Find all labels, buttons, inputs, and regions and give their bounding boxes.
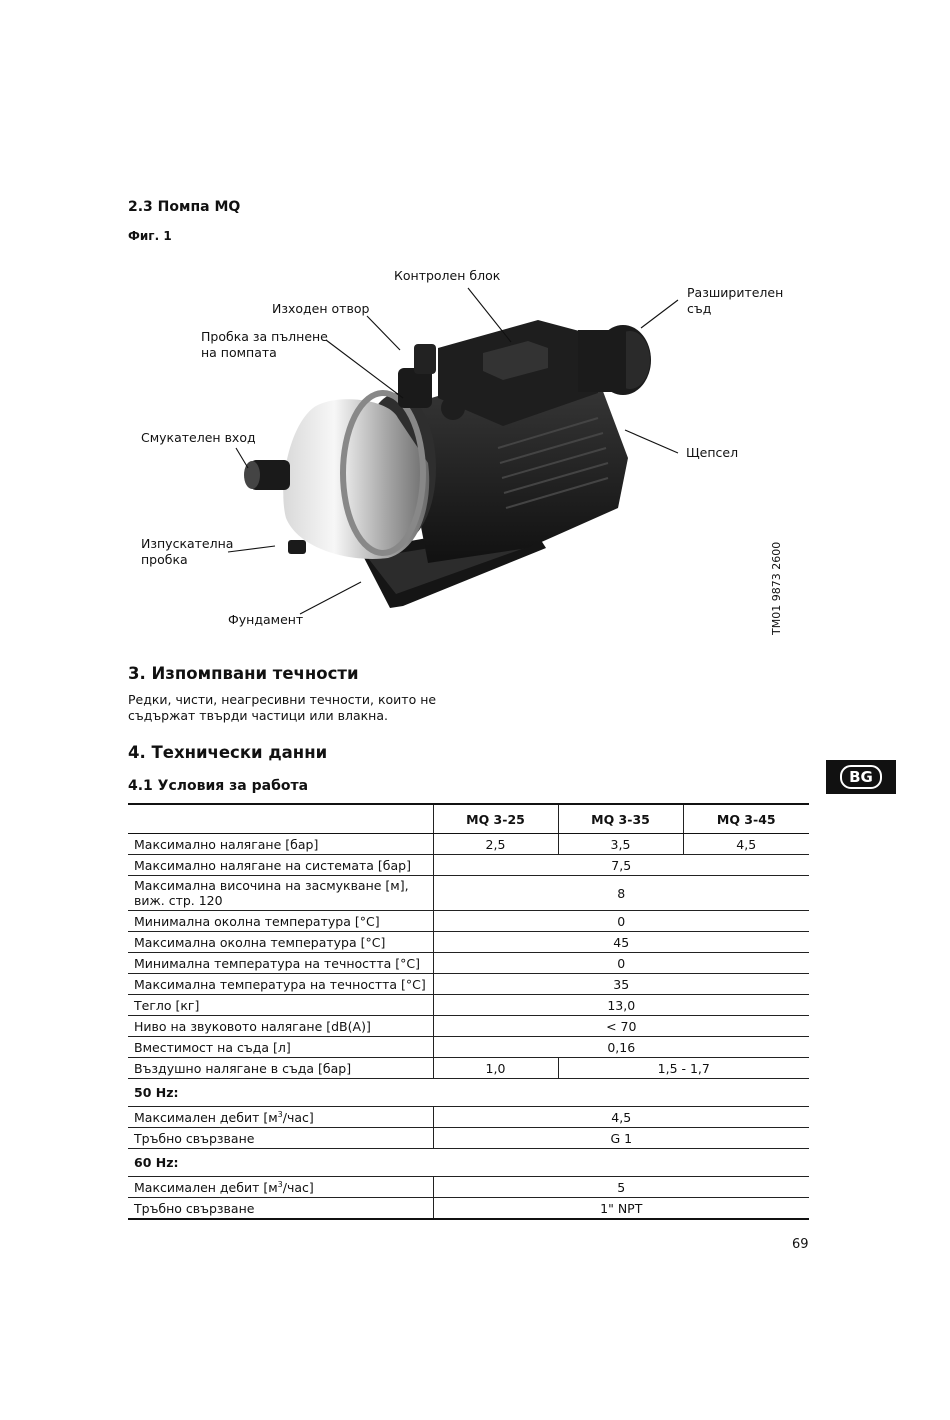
group-title-60hz: 60 Hz: bbox=[128, 1149, 809, 1177]
row-value: 0,16 bbox=[433, 1037, 809, 1058]
flow-label-b: /час] bbox=[282, 1179, 314, 1195]
table-row bbox=[128, 855, 809, 876]
table-row bbox=[128, 1058, 809, 1079]
label-priming-plug-2: на помпата bbox=[201, 345, 277, 360]
header-mq-3-25: MQ 3-25 bbox=[433, 804, 558, 834]
row-label: Максимално налягане [бар] bbox=[128, 834, 433, 855]
row-label: Максимално налягане на системата [бар] bbox=[128, 855, 433, 876]
flow-label-sup: 3 bbox=[277, 1109, 283, 1119]
header-mq-3-35: MQ 3-35 bbox=[558, 804, 683, 834]
table-row bbox=[128, 834, 809, 855]
table-row bbox=[128, 1128, 809, 1149]
table-header-row bbox=[128, 804, 809, 834]
section-3-title: 3. Изпомпвани течности bbox=[128, 664, 359, 683]
section-4-1-title: 4.1 Условия за работа bbox=[128, 778, 309, 794]
table-row bbox=[128, 911, 809, 932]
label-drain-2: пробка bbox=[141, 552, 188, 567]
language-badge-text: BG bbox=[840, 765, 882, 789]
label-outlet: Изходен отвор bbox=[272, 301, 370, 316]
label-suction: Смукателен вход bbox=[141, 430, 256, 445]
table-row bbox=[128, 1177, 809, 1198]
row-value: 4,5 bbox=[433, 1107, 809, 1128]
row-value: 0 bbox=[433, 953, 809, 974]
row-label: Максимална околна температура [°C] bbox=[128, 932, 433, 953]
row-value: 3,5 bbox=[558, 834, 683, 855]
row-label bbox=[128, 1107, 433, 1128]
page-number: 69 bbox=[792, 1237, 809, 1252]
table-row bbox=[128, 876, 809, 911]
section-2-3-title: 2.3 Помпа MQ bbox=[128, 199, 241, 215]
section-3-text-2: съдържат твърди частици или влакна. bbox=[128, 708, 388, 723]
drain-plug-shape bbox=[288, 540, 306, 554]
row-label bbox=[128, 876, 433, 911]
row-label-line-1: Максимална височина на засмукване [м], bbox=[134, 878, 409, 893]
row-value: 1,0 bbox=[433, 1058, 558, 1079]
row-label: Въздушно налягане в съда [бар] bbox=[128, 1058, 433, 1079]
row-value: 45 bbox=[433, 932, 809, 953]
row-value: 13,0 bbox=[433, 995, 809, 1016]
operating-conditions-table bbox=[128, 803, 809, 1220]
row-label: Минимална околна температура [°C] bbox=[128, 911, 433, 932]
row-value: < 70 bbox=[433, 1016, 809, 1037]
pump-figure bbox=[128, 258, 818, 658]
row-label: Вместимост на съда [л] bbox=[128, 1037, 433, 1058]
label-drain-1: Изпускателна bbox=[141, 536, 234, 551]
section-3-text-1: Редки, чисти, неагресивни течности, които не bbox=[128, 692, 437, 707]
table-row bbox=[128, 953, 809, 974]
header-mq-3-45: MQ 3-45 bbox=[683, 804, 809, 834]
flow-label-a: Максимален дебит [м bbox=[134, 1179, 278, 1195]
table-row bbox=[128, 1107, 809, 1128]
section-4-title: 4. Технически данни bbox=[128, 743, 328, 762]
row-label-line-2: виж. стр. 120 bbox=[134, 893, 223, 908]
figure-label: Фиг. 1 bbox=[128, 229, 172, 243]
row-label: Максимална температура на течността [°C] bbox=[128, 974, 433, 995]
table-row bbox=[128, 1037, 809, 1058]
row-value: 8 bbox=[433, 876, 809, 911]
flow-label-a: Максимален дебит [м bbox=[134, 1109, 278, 1125]
row-label: Тръбно свързване bbox=[128, 1128, 433, 1149]
label-control-block: Контролен блок bbox=[394, 268, 501, 283]
table-row bbox=[128, 932, 809, 953]
row-value: 35 bbox=[433, 974, 809, 995]
label-plug: Щепсел bbox=[686, 445, 739, 460]
label-expansion-2: съд bbox=[687, 301, 712, 316]
row-value: 1" NPT bbox=[433, 1198, 809, 1220]
table-row bbox=[128, 1198, 809, 1220]
row-value: 7,5 bbox=[433, 855, 809, 876]
label-expansion-1: Разширителен bbox=[687, 285, 784, 300]
figure-code: TM01 9873 2600 bbox=[770, 541, 783, 635]
group-row-50hz bbox=[128, 1079, 809, 1107]
flow-label-b: /час] bbox=[282, 1109, 314, 1125]
row-value: 0 bbox=[433, 911, 809, 932]
label-base: Фундамент bbox=[228, 612, 304, 627]
group-title-50hz: 50 Hz: bbox=[128, 1079, 809, 1107]
table-row bbox=[128, 1016, 809, 1037]
header-empty bbox=[128, 804, 433, 834]
row-label: Ниво на звуковото налягане [dB(A)] bbox=[128, 1016, 433, 1037]
language-badge bbox=[826, 760, 896, 794]
table-row bbox=[128, 974, 809, 995]
group-row-60hz bbox=[128, 1149, 809, 1177]
row-label: Тръбно свързване bbox=[128, 1198, 433, 1220]
outlet-shape bbox=[414, 344, 436, 374]
row-label: Тегло [кг] bbox=[128, 995, 433, 1016]
row-label: Минимална температура на течността [°C] bbox=[128, 953, 433, 974]
row-label bbox=[128, 1177, 433, 1198]
row-value: 4,5 bbox=[683, 834, 809, 855]
row-value: G 1 bbox=[433, 1128, 809, 1149]
row-value: 5 bbox=[433, 1177, 809, 1198]
row-value: 2,5 bbox=[433, 834, 558, 855]
label-priming-plug-1: Пробка за пълнене bbox=[201, 329, 328, 344]
flow-label-sup: 3 bbox=[277, 1179, 283, 1189]
row-value: 1,5 - 1,7 bbox=[558, 1058, 809, 1079]
table-row bbox=[128, 995, 809, 1016]
